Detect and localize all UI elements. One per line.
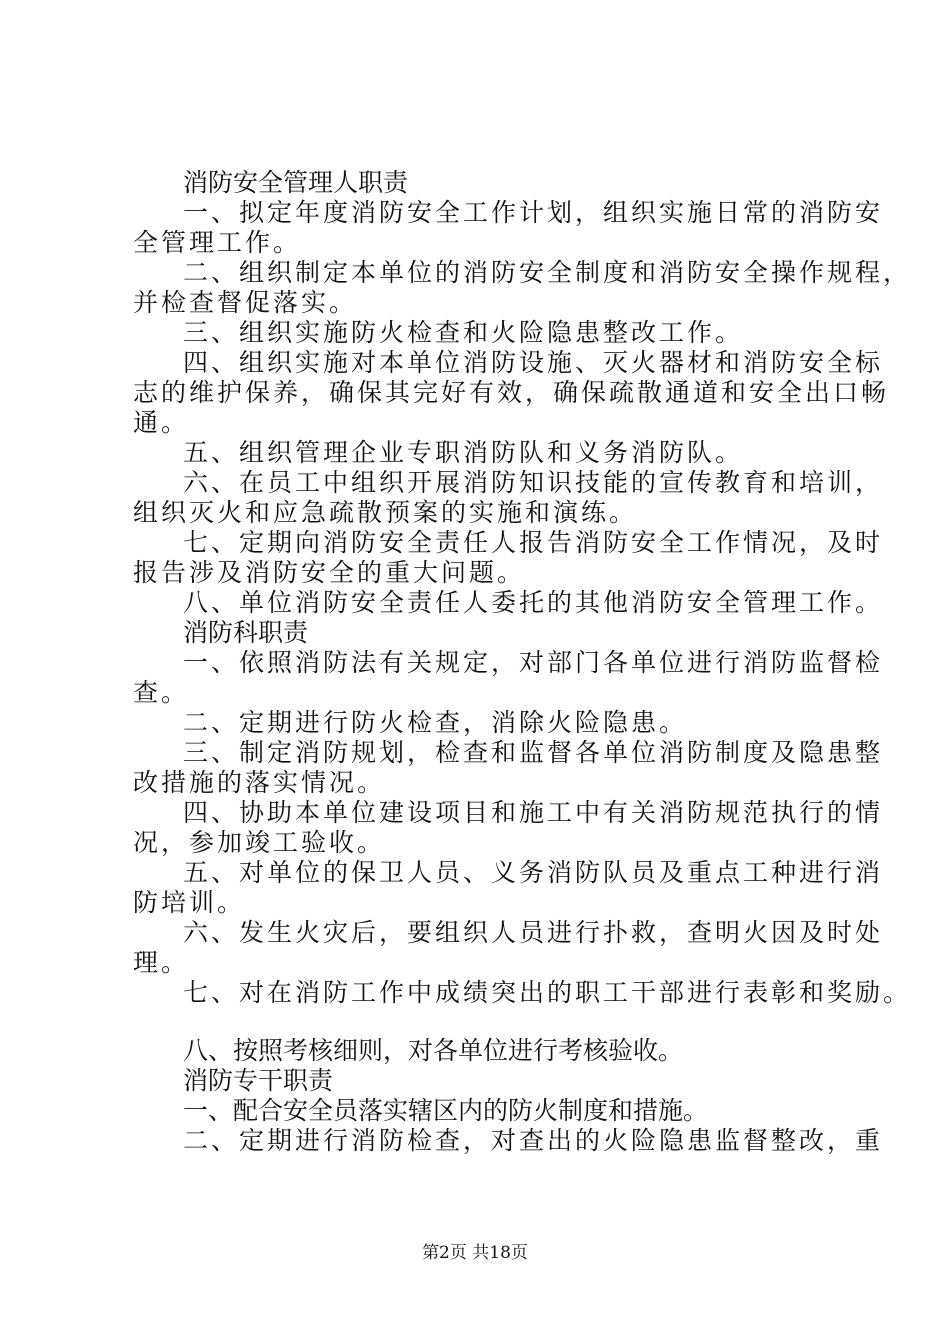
section-line: 消防专干职责 [183, 1066, 334, 1095]
text-line: 八、单位消防安全责任人委托的其他消防安全管理工作。 [183, 588, 884, 617]
page-footer: 第2页 共18页 [422, 1243, 528, 1263]
section-line: 一、配合安全员落实辖区内的防火制度和措施。 [183, 1096, 709, 1125]
text-line: 四、协助本单位建设项目和施工中有关消防规范执行的情 [183, 798, 884, 827]
text-line: 五、组织管理企业专职消防队和义务消防队。 [183, 438, 744, 467]
text-line: 查。 [133, 678, 190, 707]
text-line: 五、对单位的保卫人员、义务消防队员及重点工种进行消 [183, 858, 884, 887]
text-line: 通。 [133, 408, 190, 437]
text-line: 三、组织实施防火检查和火险隐患整改工作。 [183, 318, 744, 347]
text-line: 七、对在消防工作中成绩突出的职工干部进行表彰和奖励。 [183, 978, 912, 1007]
text-line: 报告涉及消防安全的重大问题。 [133, 558, 526, 587]
text-line: 况，参加竣工验收。 [133, 828, 386, 857]
text-line: 三、制定消防规划，检查和监督各单位消防制度及隐患整 [183, 738, 884, 767]
paragraph-gap [133, 1008, 833, 1036]
document-body [133, 168, 912, 1156]
text-line: 七、定期向消防安全责任人报告消防安全工作情况，及时 [183, 528, 884, 557]
text-line: 理。 [133, 948, 190, 977]
text-line: 六、在员工中组织开展消防知识技能的宣传教育和培训， [183, 468, 884, 497]
text-line: 一、拟定年度消防安全工作计划，组织实施日常的消防安 [183, 198, 884, 227]
text-line: 二、定期进行防火检查，消除火险隐患。 [183, 708, 688, 737]
text-line: 二、组织制定本单位的消防安全制度和消防安全操作规程， [183, 258, 912, 287]
section-line: 八、按照考核细则，对各单位进行考核验收。 [183, 1036, 684, 1065]
text-line: 二、定期进行消防检查，对查出的火险隐患监督整改，重 [183, 1126, 884, 1155]
text-line: 四、组织实施对本单位消防设施、灭火器材和消防安全标 [183, 348, 884, 377]
text-line: 六、发生火灾后，要组织人员进行扑救，查明火因及时处 [183, 918, 884, 947]
section-line: 消防安全管理人职责 [183, 168, 409, 197]
text-line: 防培训。 [133, 888, 246, 917]
text-line: 志的维护保养，确保其完好有效，确保疏散通道和安全出口畅 [133, 378, 890, 407]
text-line: 并检查督促落实。 [133, 288, 358, 317]
text-line: 一、依照消防法有关规定，对部门各单位进行消防监督检 [183, 648, 884, 677]
text-line: 全管理工作。 [133, 228, 302, 257]
section-line: 消防科职责 [183, 618, 309, 647]
text-line: 组织灭火和应急疏散预案的实施和演练。 [133, 498, 638, 527]
text-line: 改措施的落实情况。 [133, 768, 386, 797]
